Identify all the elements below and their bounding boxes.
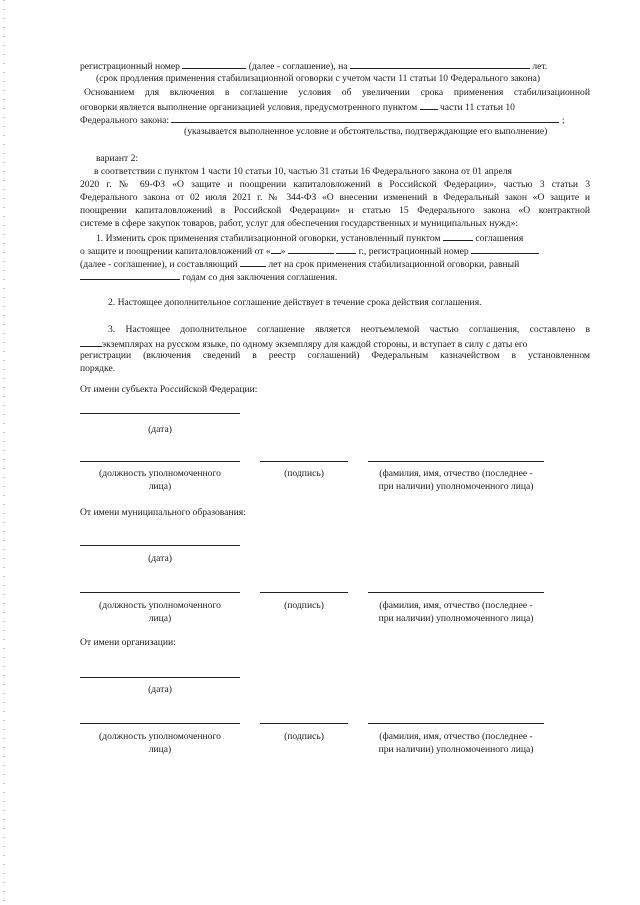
clause-3-line-1: 3. Настоящее дополнительное соглашение является неотъемлемой частью соглашения, составлено в: [108, 324, 590, 335]
sign-caption-organization: (подпись): [284, 731, 324, 742]
sign-caption-region: (подпись): [284, 468, 324, 479]
clause-1-text: 1. Изменить срок применения стабилизационной оговорки, установленный пунктом: [96, 233, 441, 244]
basis-clause-label: оговорки является выполнение организацией условия, предусмотренного пунктом: [80, 102, 418, 113]
position-line-region: [80, 461, 240, 462]
federal-law-label: Федерального закона:: [80, 115, 170, 126]
position-line-organization: [80, 723, 240, 724]
date-caption-municipality: (дата): [148, 553, 172, 564]
sign-line-organization: [260, 723, 348, 724]
clause-3-copies-text: экземплярах на русском языке, по одному экземпляру для каждой стороны, и вступает в силу с даты его: [102, 339, 528, 350]
fio-line-municipality: [368, 592, 544, 593]
registration-line: [80, 59, 547, 74]
basis-line-1: Основанием для включения в соглашение условия об увеличении срока применения стабилизационной: [84, 87, 590, 98]
variant-2-line-4: поощрении капиталовложений в Российской Федерации» и статью 15 Федерального закона «О контрактной: [80, 205, 590, 216]
sign-line-region: [260, 461, 348, 462]
sign-line-municipality: [260, 592, 348, 593]
date-line-region: [80, 413, 240, 414]
month-blank: [288, 244, 334, 254]
clause-1-date-label: о защите и поощрении капиталовложений от «: [80, 246, 271, 257]
clause-1-registration-blank: [471, 244, 539, 254]
variant-2-line-5: системе в сфере закупок товаров, работ, услуг для обеспечения государственных и муниципальных нужд»:: [80, 218, 519, 229]
clause-1-duration-label: (далее - соглашение), и составляющий: [80, 259, 238, 270]
fio-line-organization: [368, 723, 544, 724]
term-explanation: (срок продления применения стабилизационной оговорки с учетом части 11 статьи 10 Федерального закона): [96, 73, 541, 84]
date-caption-region: (дата): [148, 424, 172, 435]
clause-1-years-text: годам со дня заключения соглашения.: [182, 272, 338, 283]
date-line-municipality: [80, 545, 240, 546]
basis-line-3: Федерального закона: ;: [80, 115, 565, 126]
basis-law-ref: части 11 статьи 10: [439, 102, 515, 113]
year-blank: [336, 244, 356, 254]
signature-heading-organization: От имени организации:: [80, 637, 176, 648]
clause-point-blank: [443, 231, 473, 241]
position-caption-region: (должность уполномоченного лица): [99, 468, 221, 492]
signature-heading-municipality: От имени муниципального образования:: [80, 507, 246, 518]
agreement-term-label: (далее - соглашение), на: [248, 61, 348, 72]
clause-3-line-3: регистрации (включения сведений в реестр соглашений) Федеральным казначейством в установленном: [80, 350, 590, 361]
condition-explanation: (указывается выполненное условие и обстоятельства, подтверждающие его выполнение): [184, 126, 548, 137]
position-caption-organization: (должность уполномоченного лица): [99, 731, 221, 755]
date-caption-organization: (дата): [148, 684, 172, 695]
clause-number-blank: [420, 100, 438, 110]
clause-1-agreement: соглашения: [475, 233, 524, 244]
variant-2-line-2: 2020 г. № 69-ФЗ «О защите и поощрении капиталовложений в Российской Федерации», частью 3 статьи 3: [80, 179, 590, 190]
condition-blank: [171, 113, 559, 123]
years-label: лет.: [532, 61, 548, 72]
clause-3-line-4: порядке.: [80, 363, 116, 374]
clause-1-line-4: [80, 270, 337, 285]
term-years-blank: [350, 59, 530, 69]
clause-1-line-2: о защите и поощрении капиталовложений от « » г., регистрационный номер: [80, 244, 539, 259]
position-caption-municipality: (должность уполномоченного лица): [99, 600, 221, 624]
fio-caption-region: (фамилия, имя, отчество (последнее - при наличии) уполномоченного лица): [378, 468, 534, 492]
new-years-blank: [80, 270, 180, 280]
sign-caption-municipality: (подпись): [284, 600, 324, 611]
registration-label: регистрационный номер: [80, 61, 180, 72]
position-line-municipality: [80, 592, 240, 593]
clause-1-new-term-label: лет на срок применения стабилизационной оговорки, равный: [268, 259, 520, 270]
signature-heading-region: От имени субъекта Российской Федерации:: [80, 384, 258, 395]
clause-2: 2. Настоящее дополнительное соглашение действует в течение срока действия соглашения.: [108, 297, 482, 308]
current-years-blank: [240, 257, 266, 267]
registration-number-blank: [182, 59, 246, 69]
fio-caption-municipality: (фамилия, имя, отчество (последнее - при наличии) уполномоченного лица): [378, 600, 534, 624]
scan-edge-marks: [3, 0, 5, 905]
clause-1-registration-label: г., регистрационный номер: [358, 246, 469, 257]
copies-count-blank: [80, 337, 102, 347]
variant-2-line-1: в соответствии с пунктом 1 части 10 статьи 10, частью 31 статьи 16 Федерального закона от 01 апреля: [94, 166, 512, 177]
date-line-organization: [80, 677, 240, 678]
variant-2-title: вариант 2:: [96, 153, 139, 164]
fio-line-region: [368, 461, 544, 462]
day-blank: [271, 244, 281, 254]
variant-2-line-3: Федерального закона от 02 июля 2021 г. № 344-ФЗ «О внесении изменений в Федеральный закон «О защите и: [80, 192, 590, 203]
fio-caption-organization: (фамилия, имя, отчество (последнее - при наличии) уполномоченного лица): [378, 731, 534, 755]
